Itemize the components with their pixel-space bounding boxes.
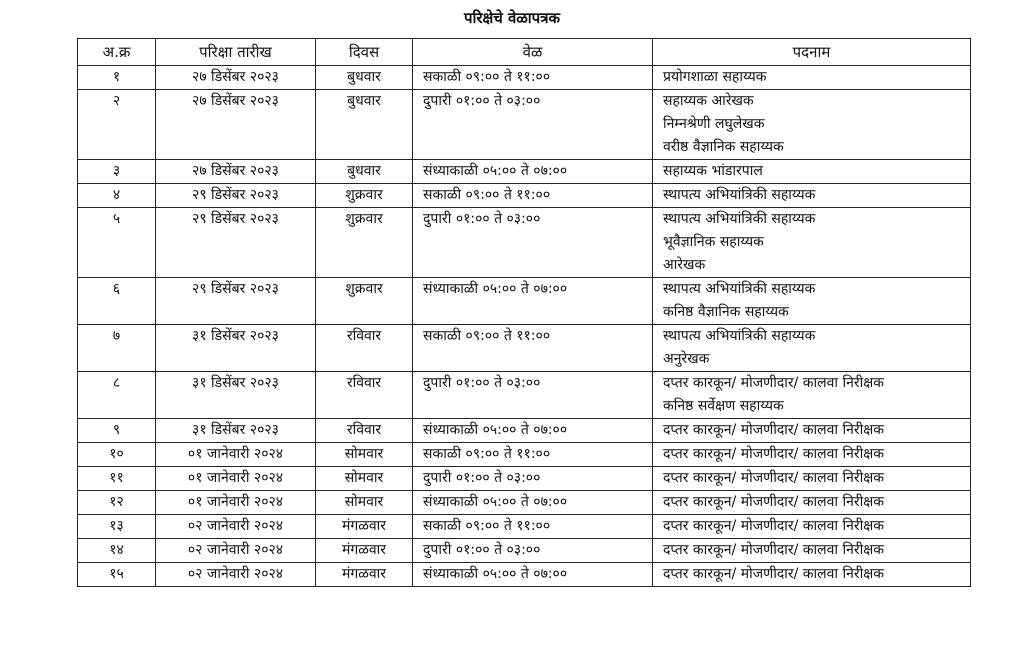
time-cell: सकाळी ०९:०० ते ११:००	[413, 66, 653, 90]
serial-cell: १०	[78, 443, 156, 467]
table-row	[78, 443, 971, 467]
exam-date-cell: २९ डिसेंबर २०२३	[156, 278, 316, 325]
post-name: दप्तर कारकून/ मोजणीदार/ कालवा निरीक्षक	[663, 518, 885, 534]
table-row	[78, 372, 971, 419]
table-row	[78, 160, 971, 184]
post-cell	[653, 563, 971, 587]
serial-cell: ४	[78, 184, 156, 208]
post-cell	[653, 539, 971, 563]
day-cell: रविवार	[316, 419, 413, 443]
time-cell: दुपारी ०१:०० ते ०३:००	[413, 90, 653, 160]
day-cell: सोमवार	[316, 491, 413, 515]
header-serial: अ.क्र	[78, 39, 156, 66]
serial-cell: ३	[78, 160, 156, 184]
exam-date-cell: ३१ डिसेंबर २०२३	[156, 372, 316, 419]
serial-cell: १४	[78, 539, 156, 563]
serial-cell: ९	[78, 419, 156, 443]
serial-cell: १५	[78, 563, 156, 587]
post-name: कनिष्ठ वैज्ञानिक सहाय्यक	[663, 304, 789, 320]
serial-cell: ५	[78, 208, 156, 278]
table-row	[78, 539, 971, 563]
serial-cell: १	[78, 66, 156, 90]
post-cell	[653, 515, 971, 539]
time-cell: संध्याकाळी ०५:०० ते ०७:००	[413, 563, 653, 587]
post-cell	[653, 278, 971, 325]
post-cell	[653, 90, 971, 160]
time-cell: संध्याकाळी ०५:०० ते ०७:००	[413, 419, 653, 443]
table-row	[78, 419, 971, 443]
table-row	[78, 278, 971, 325]
time-cell: दुपारी ०१:०० ते ०३:००	[413, 467, 653, 491]
day-cell: मंगळवार	[316, 539, 413, 563]
exam-date-cell: ०१ जानेवारी २०२४	[156, 467, 316, 491]
serial-cell: ७	[78, 325, 156, 372]
exam-date-cell: २७ डिसेंबर २०२३	[156, 66, 316, 90]
time-cell: संध्याकाळी ०५:०० ते ०७:००	[413, 491, 653, 515]
serial-cell: १३	[78, 515, 156, 539]
post-name: वरीष्ठ वैज्ञानिक सहाय्यक	[663, 139, 784, 155]
post-name: स्थापत्य अभियांत्रिकी सहाय्यक	[663, 187, 816, 203]
post-cell	[653, 66, 971, 90]
post-name: दप्तर कारकून/ मोजणीदार/ कालवा निरीक्षक	[663, 494, 885, 510]
table-row	[78, 491, 971, 515]
header-post: पदनाम	[653, 39, 971, 66]
day-cell: शुक्रवार	[316, 184, 413, 208]
post-name: अनुरेखक	[663, 351, 710, 367]
post-name: भूवैज्ञानिक सहाय्यक	[663, 234, 764, 250]
exam-date-cell: २९ डिसेंबर २०२३	[156, 184, 316, 208]
day-cell: मंगळवार	[316, 563, 413, 587]
serial-cell: १२	[78, 491, 156, 515]
table-row	[78, 66, 971, 90]
serial-cell: ८	[78, 372, 156, 419]
table-row	[78, 184, 971, 208]
time-cell: दुपारी ०१:०० ते ०३:००	[413, 539, 653, 563]
post-name: स्थापत्य अभियांत्रिकी सहाय्यक	[663, 281, 816, 297]
exam-date-cell: २९ डिसेंबर २०२३	[156, 208, 316, 278]
post-cell	[653, 372, 971, 419]
post-name: दप्तर कारकून/ मोजणीदार/ कालवा निरीक्षक	[663, 566, 885, 582]
post-name: सहाय्यक आरेखक	[663, 93, 754, 109]
time-cell: सकाळी ०९:०० ते ११:००	[413, 515, 653, 539]
post-cell	[653, 184, 971, 208]
day-cell: शुक्रवार	[316, 278, 413, 325]
table-row	[78, 325, 971, 372]
post-cell	[653, 419, 971, 443]
table-row	[78, 467, 971, 491]
serial-cell: २	[78, 90, 156, 160]
post-name: आरेखक	[663, 257, 706, 273]
time-cell: सकाळी ०९:०० ते ११:००	[413, 184, 653, 208]
post-cell	[653, 208, 971, 278]
day-cell: सोमवार	[316, 467, 413, 491]
exam-date-cell: २७ डिसेंबर २०२३	[156, 90, 316, 160]
exam-date-cell: ०२ जानेवारी २०२४	[156, 563, 316, 587]
time-cell: दुपारी ०१:०० ते ०३:००	[413, 372, 653, 419]
day-cell: सोमवार	[316, 443, 413, 467]
table-row	[78, 563, 971, 587]
post-cell	[653, 467, 971, 491]
day-cell: बुधवार	[316, 66, 413, 90]
exam-date-cell: ३१ डिसेंबर २०२३	[156, 325, 316, 372]
exam-date-cell: ०१ जानेवारी २०२४	[156, 491, 316, 515]
table-header-row	[78, 39, 971, 66]
serial-cell: ११	[78, 467, 156, 491]
exam-schedule-table	[77, 38, 971, 587]
time-cell: सकाळी ०९:०० ते ११:००	[413, 443, 653, 467]
post-name: निम्नश्रेणी लघुलेखक	[663, 116, 765, 132]
day-cell: बुधवार	[316, 160, 413, 184]
time-cell: संध्याकाळी ०५:०० ते ०७:००	[413, 278, 653, 325]
post-cell	[653, 325, 971, 372]
exam-date-cell: ०२ जानेवारी २०२४	[156, 539, 316, 563]
time-cell: सकाळी ०९:०० ते ११:००	[413, 325, 653, 372]
exam-date-cell: ०२ जानेवारी २०२४	[156, 515, 316, 539]
post-name: दप्तर कारकून/ मोजणीदार/ कालवा निरीक्षक	[663, 542, 885, 558]
table-row	[78, 515, 971, 539]
header-time: वेळ	[413, 39, 653, 66]
post-name: प्रयोगशाळा सहाय्यक	[663, 69, 767, 85]
day-cell: शुक्रवार	[316, 208, 413, 278]
post-name: दप्तर कारकून/ मोजणीदार/ कालवा निरीक्षक	[663, 375, 885, 391]
exam-date-cell: ०१ जानेवारी २०२४	[156, 443, 316, 467]
table-row	[78, 208, 971, 278]
post-cell	[653, 491, 971, 515]
day-cell: रविवार	[316, 325, 413, 372]
post-cell	[653, 160, 971, 184]
day-cell: बुधवार	[316, 90, 413, 160]
exam-date-cell: २७ डिसेंबर २०२३	[156, 160, 316, 184]
page-title: परिक्षेचे वेळापत्रक	[464, 9, 560, 27]
table-row	[78, 90, 971, 160]
post-name: स्थापत्य अभियांत्रिकी सहाय्यक	[663, 211, 816, 227]
header-day: दिवस	[316, 39, 413, 66]
post-name: सहाय्यक भांडारपाल	[663, 163, 763, 179]
time-cell: दुपारी ०१:०० ते ०३:००	[413, 208, 653, 278]
post-name: कनिष्ठ सर्वेक्षण सहाय्यक	[663, 398, 784, 414]
time-cell: संध्याकाळी ०५:०० ते ०७:००	[413, 160, 653, 184]
post-name: स्थापत्य अभियांत्रिकी सहाय्यक	[663, 328, 816, 344]
post-name: दप्तर कारकून/ मोजणीदार/ कालवा निरीक्षक	[663, 422, 885, 438]
serial-cell: ६	[78, 278, 156, 325]
day-cell: मंगळवार	[316, 515, 413, 539]
post-cell	[653, 443, 971, 467]
day-cell: रविवार	[316, 372, 413, 419]
post-name: दप्तर कारकून/ मोजणीदार/ कालवा निरीक्षक	[663, 470, 885, 486]
exam-date-cell: ३१ डिसेंबर २०२३	[156, 419, 316, 443]
post-name: दप्तर कारकून/ मोजणीदार/ कालवा निरीक्षक	[663, 446, 885, 462]
header-exam-date: परिक्षा तारीख	[156, 39, 316, 66]
